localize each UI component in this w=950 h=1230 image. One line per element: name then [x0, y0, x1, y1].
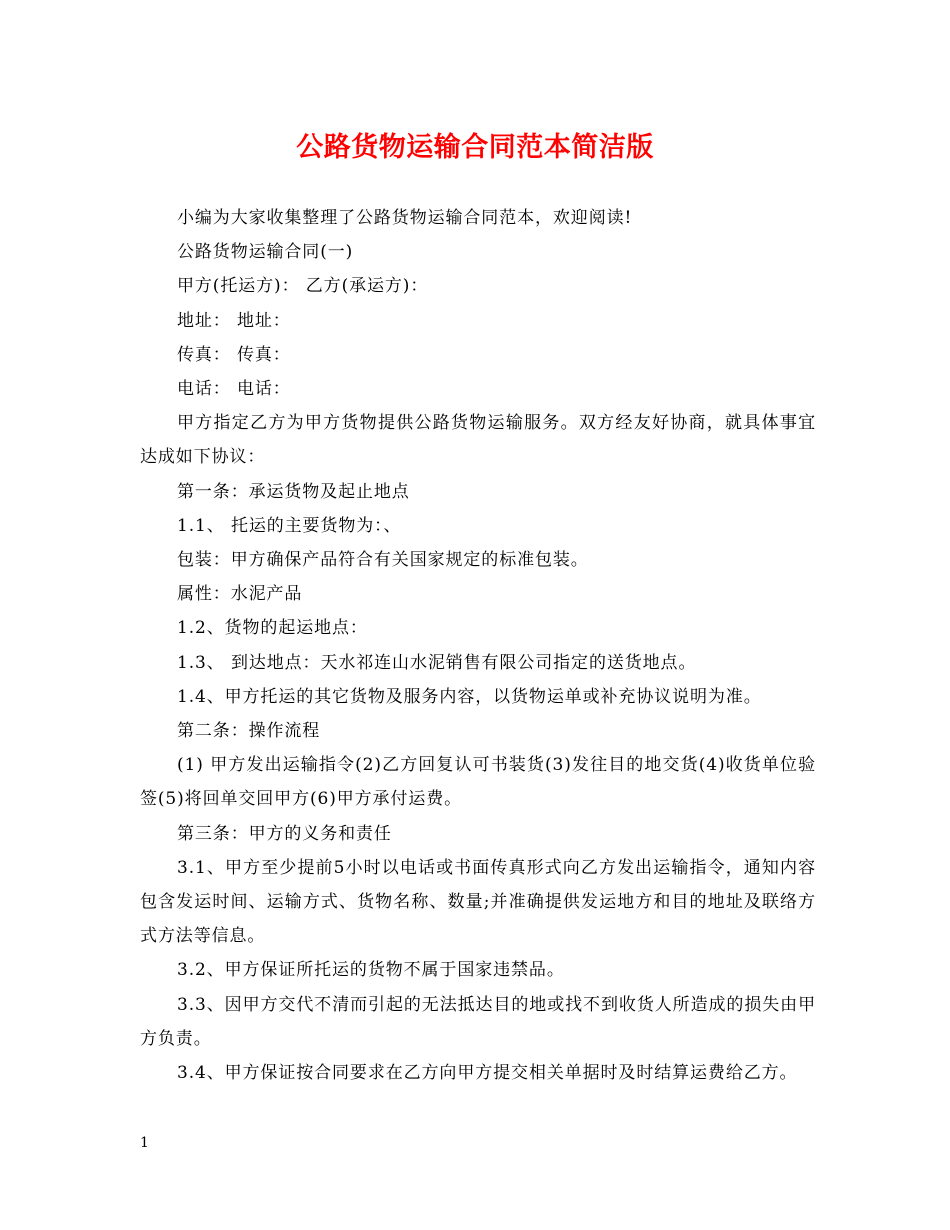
paragraph-intro: 小编为大家收集整理了公路货物运输合同范本，欢迎阅读!	[177, 208, 633, 228]
document-title: 公路货物运输合同范本简洁版	[296, 132, 654, 163]
paragraph-clause-3-4: 3.4、甲方保证按合同要求在乙方向甲方提交相关单据时及时结算运费给乙方。	[177, 1063, 798, 1084]
page-number: 1	[140, 1135, 149, 1151]
paragraph-article-2: 第二条：操作流程	[177, 721, 321, 742]
document-body	[140, 201, 816, 1090]
paragraph-article-1: 第一条：承运货物及起止地点	[177, 481, 410, 502]
paragraph-clause-3-1: 3.1、甲方至少提前5小时以电话或书面传真形式向乙方发出运输指令，通知内容包含发运时间、运输方式、货物名称、数量;并准确提供发运地方和目的地址及联络方式方法等信息。	[140, 857, 816, 947]
paragraph-procedure: (1) 甲方发出运输指令(2)乙方回复认可书装货(3)发往目的地交货(4)收货单位验签(5)将回单交回甲方(6)甲方承付运费。	[140, 755, 816, 810]
paragraph-clause-1-4: 1.4、甲方托运的其它货物及服务内容，以货物运单或补充协议说明为准。	[177, 686, 762, 707]
paragraph-clause-3-3: 3.3、因甲方交代不清而引起的无法抵达目的地或找不到收货人所造成的损失由甲方负责。	[140, 994, 816, 1049]
paragraph-packaging: 包装：甲方确保产品符合有关国家规定的标准包装。	[177, 550, 589, 571]
paragraph-clause-3-2: 3.2、甲方保证所托运的货物不属于国家违禁品。	[177, 960, 565, 981]
paragraph-clause-1-1: 1.1、 托运的主要货物为：、	[177, 515, 402, 536]
paragraph-fax: 传真： 传真：	[177, 344, 291, 365]
paragraph-attribute: 属性：水泥产品	[177, 584, 303, 605]
paragraph-phone: 电话： 电话：	[177, 379, 291, 400]
paragraph-parties: 甲方(托运方)： 乙方(承运方)：	[177, 276, 429, 297]
paragraph-agreement: 甲方指定乙方为甲方货物提供公路货物运输服务。双方经友好协商，就具体事宜达成如下协议：	[140, 413, 816, 468]
paragraph-contract-heading: 公路货物运输合同(一)	[177, 242, 354, 263]
paragraph-article-3: 第三条：甲方的义务和责任	[177, 823, 392, 844]
paragraph-address: 地址： 地址：	[177, 310, 291, 331]
paragraph-clause-1-2: 1.2、货物的起运地点：	[177, 618, 368, 639]
paragraph-clause-1-3: 1.3、 到达地点：天水祁连山水泥销售有限公司指定的送货地点。	[177, 652, 697, 673]
